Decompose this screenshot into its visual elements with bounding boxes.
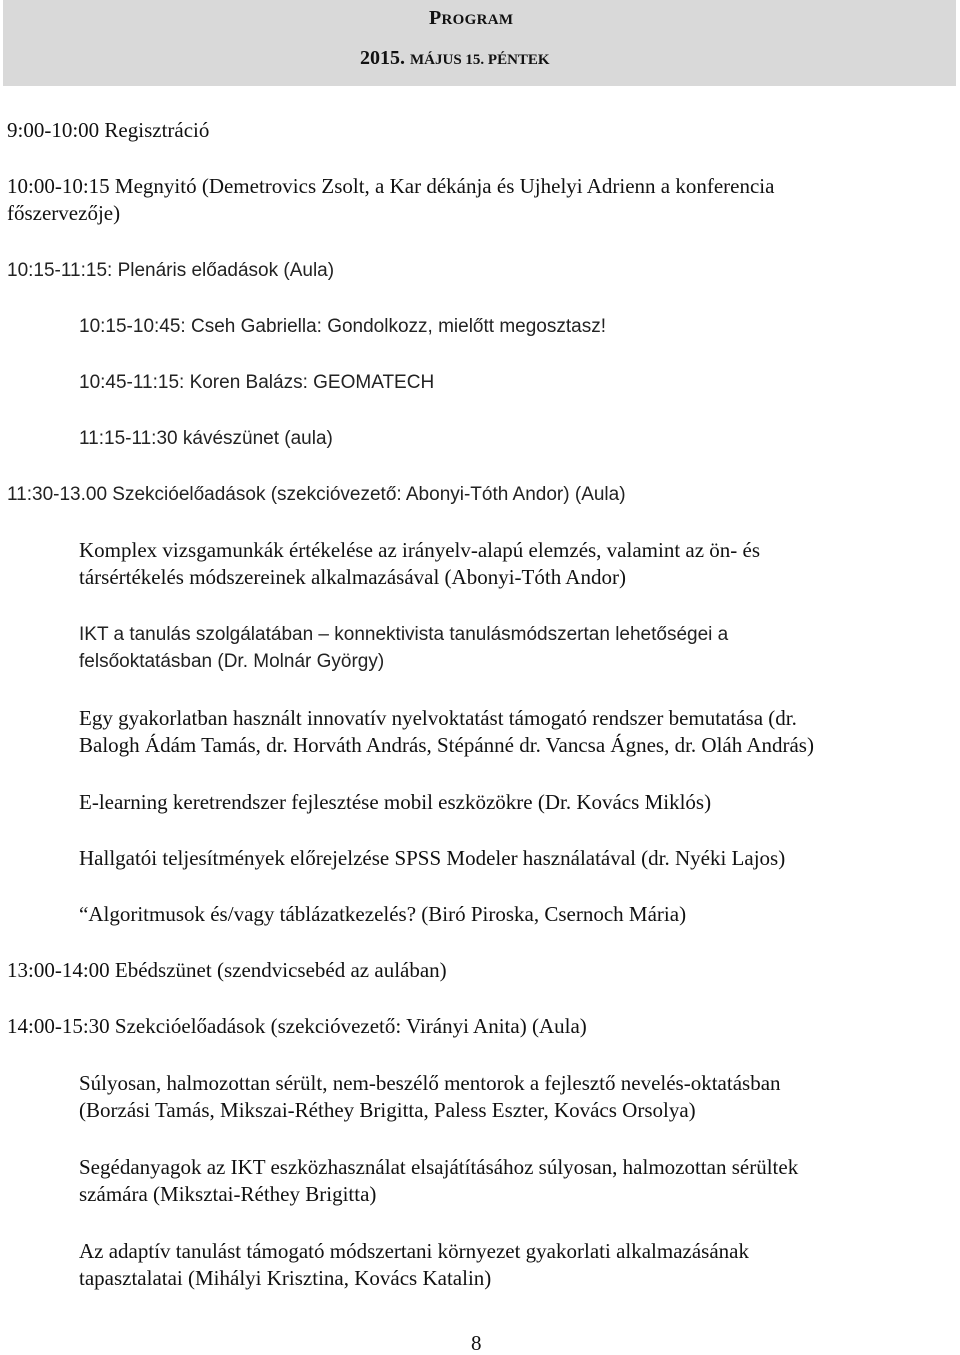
schedule-opening-line-2: főszervezője): [7, 201, 121, 225]
section-2-talk-3-line-2: tapasztalatai (Mihályi Krisztina, Kovács Katalin): [79, 1266, 492, 1290]
page-number: 8: [471, 1331, 482, 1355]
program-title: [429, 7, 513, 30]
section-2-talk-1-line-2: (Borzási Tamás, Mikszai-Réthey Brigitta, Paless Eszter, Kovács Orsolya): [79, 1098, 696, 1122]
date-day: MÁJUS 15. PÉNTEK: [410, 52, 550, 68]
title-initial: P: [429, 7, 442, 29]
schedule-plenary: 10:15-11:15: Plenáris előadások (Aula): [7, 260, 335, 281]
section-1-talk-3-line-1: Egy gyakorlatban használt innovatív nyelvoktatást támogató rendszer bemutatása (dr.: [79, 706, 797, 730]
schedule-opening-line-1: 10:00-10:15 Megnyitó (Demetrovics Zsolt, a Kar dékánja és Ujhelyi Adrienn a konferencia: [7, 174, 775, 198]
title-rest: ROGRAM: [441, 12, 514, 28]
section-1-talk-1-line-2: társértékelés módszereinek alkalmazásával (Abonyi-Tóth Andor): [79, 565, 626, 589]
program-header: [3, 0, 956, 86]
coffee-break: 11:15-11:30 kávészünet (aula): [79, 428, 333, 449]
section-1-talk-3-line-2: Balogh Ádám Tamás, dr. Horváth András, Stépánné dr. Vancsa Ágnes, dr. Oláh András): [79, 733, 814, 757]
plenary-talk-1: 10:15-10:45: Cseh Gabriella: Gondolkozz, mielőtt megosztasz!: [79, 316, 606, 337]
section-2-talk-2-line-1: Segédanyagok az IKT eszközhasználat elsajátításához súlyosan, halmozottan sérültek: [79, 1155, 799, 1179]
section-1-talk-4: E-learning keretrendszer fejlesztése mobil eszközökre (Dr. Kovács Miklós): [79, 790, 712, 814]
section-2-talk-1-line-1: Súlyosan, halmozottan sérült, nem-beszélő mentorok a fejlesztő nevelés-oktatásban: [79, 1071, 781, 1095]
section-1-talk-2-line-1: IKT a tanulás szolgálatában – konnektivista tanulásmódszertan lehetőségei a: [79, 624, 729, 645]
schedule-lunch: 13:00-14:00 Ebédszünet (szendvicsebéd az aulában): [7, 958, 447, 982]
section-1-talk-5: Hallgatói teljesítmények előrejelzése SPSS Modeler használatával (dr. Nyéki Lajos): [79, 846, 786, 870]
section-2-talk-3-line-1: Az adaptív tanulást támogató módszertani környezet gyakorlati alkalmazásának: [79, 1239, 749, 1263]
date-year: 2015.: [360, 47, 410, 69]
section-1-talk-2-line-2: felsőoktatásban (Dr. Molnár György): [79, 651, 385, 672]
schedule-section-1: 11:30-13.00 Szekcióelőadások (szekcióvezető: Abonyi-Tóth Andor) (Aula): [7, 484, 626, 505]
schedule-section-2: 14:00-15:30 Szekcióelőadások (szekcióvezető: Virányi Anita) (Aula): [7, 1014, 587, 1038]
section-2-talk-2-line-2: számára (Miksztai-Réthey Brigitta): [79, 1182, 377, 1206]
plenary-talk-2: 10:45-11:15: Koren Balázs: GEOMATECH: [79, 372, 435, 393]
section-1-talk-1-line-1: Komplex vizsgamunkák értékelése az irányelv-alapú elemzés, valamint az ön- és: [79, 538, 761, 562]
schedule-registration: 9:00-10:00 Regisztráció: [7, 118, 210, 142]
program-date: [360, 47, 550, 70]
section-1-talk-6: “Algoritmusok és/vagy táblázatkezelés? (Biró Piroska, Csernoch Mária): [79, 902, 687, 926]
